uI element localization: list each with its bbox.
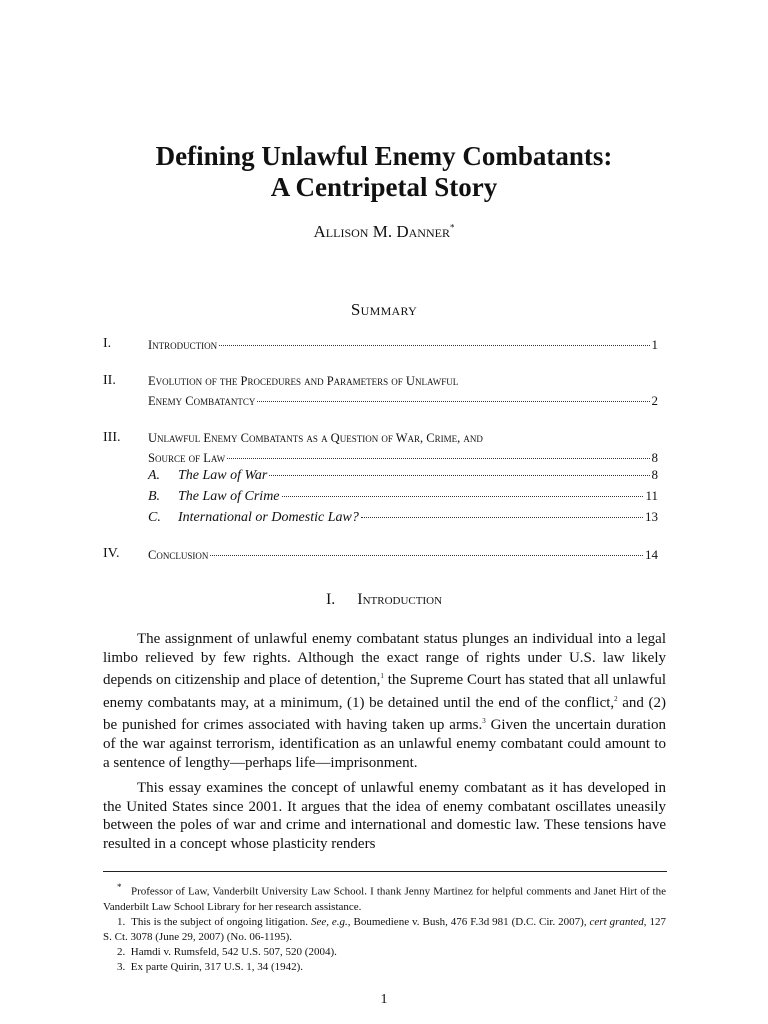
section-heading bbox=[0, 591, 768, 609]
footnote-number: 1. bbox=[117, 915, 126, 928]
footnote-text: , Boumediene v. Bush, 476 F.3d 981 (D.C. Cir. 2007), bbox=[347, 915, 590, 928]
toc-entry-evolution-line-1[interactable] bbox=[148, 374, 658, 389]
toc-label: Introduction bbox=[148, 338, 218, 352]
toc-num-4: IV. bbox=[103, 546, 120, 561]
footnote-divider bbox=[103, 871, 667, 872]
toc-label: Evolution of the Procedures and Parameters of Unlawful bbox=[148, 374, 459, 388]
toc-label: Source of Law bbox=[148, 451, 226, 465]
title-line-1: Defining Unlawful Enemy Combatants: bbox=[155, 141, 613, 171]
toc-page: 11 bbox=[645, 488, 658, 503]
toc-num-2: II. bbox=[103, 373, 116, 388]
footnote-ref-1[interactable]: 1 bbox=[380, 672, 384, 681]
footnote-text: Hamdi v. Rumsfeld, 542 U.S. 507, 520 (2004). bbox=[130, 945, 337, 958]
toc-sub-letter: B. bbox=[148, 489, 161, 504]
toc-entry-law-of-crime[interactable] bbox=[148, 488, 658, 505]
toc-sub-title: The Law of War bbox=[178, 468, 268, 483]
paragraph-text: The assignment of unlawful enemy combatant status plunges an individual into a legal limbo relieved by few rights. Although the exact range of rights under U.S. law likely depends on citizenship and place of detention, bbox=[103, 631, 666, 689]
toc-label bbox=[148, 489, 280, 505]
paragraph-2: This essay examines the concept of unlawful enemy combatant as it has developed in the United States since 2001. It argues that the idea of enemy combatant oscillates uneasily between the poles of war and crime and international and domestic law. These tensions have resulted in a concept whose plasticity renders bbox=[103, 780, 666, 852]
paragraph-text: Given the uncertain duration of the war against terrorism, identification as an unlawful enemy combatant could amount to a sentence of lengthy—perhaps life—imprisonment. bbox=[103, 717, 666, 771]
toc-entry-international-domestic[interactable] bbox=[148, 509, 658, 526]
footnote-text: , 127 S. Ct. 3078 (June 29, 2007) (No. 06-1195). bbox=[103, 915, 666, 943]
footnote-2 bbox=[103, 945, 666, 960]
footnote-cert: cert granted bbox=[589, 915, 644, 928]
toc-page: 2 bbox=[651, 393, 658, 408]
section-title: Introduction bbox=[357, 591, 443, 608]
footnote-3 bbox=[103, 960, 666, 975]
section-number: I. bbox=[325, 591, 336, 608]
toc-page: 8 bbox=[651, 450, 658, 465]
toc-leader bbox=[257, 400, 649, 402]
toc-num-3: III. bbox=[103, 430, 121, 445]
author-footnote-mark: * bbox=[449, 222, 455, 233]
toc-sub-title: International or Domestic Law? bbox=[178, 510, 359, 525]
paragraph-text: the Supreme Court has stated that all unlawful enemy combatants may, at a minimum, (1) be detained until the end of the conflict, bbox=[103, 672, 667, 711]
toc-sub-letter: C. bbox=[148, 510, 161, 525]
paragraph-1 bbox=[103, 630, 666, 772]
footnote-ref-2[interactable]: 2 bbox=[614, 694, 618, 703]
toc-label bbox=[148, 510, 359, 526]
toc-label: Enemy Combatantcy bbox=[148, 394, 256, 408]
toc-label: Unlawful Enemy Combatants as a Question of War, Crime, and bbox=[148, 431, 483, 445]
toc-sub-title: The Law of Crime bbox=[178, 489, 280, 504]
toc-entry-introduction[interactable] bbox=[148, 337, 658, 353]
toc-entry-conclusion[interactable] bbox=[148, 547, 658, 563]
toc-entry-evolution-line-2[interactable] bbox=[148, 393, 658, 409]
toc-entry-war-crime-line-2[interactable] bbox=[148, 450, 658, 466]
author-line bbox=[0, 222, 768, 242]
paragraph-text: and (2) be punished for crimes associated with having taken up arms. bbox=[103, 694, 666, 734]
toc-page: 14 bbox=[645, 547, 658, 562]
footnote-signal: See, e.g. bbox=[310, 915, 348, 928]
footnotes bbox=[103, 880, 666, 975]
summary-heading: Summary bbox=[350, 300, 418, 319]
footnote-text: Ex parte Quirin, 317 U.S. 1, 34 (1942). bbox=[130, 960, 304, 973]
body-text bbox=[103, 630, 666, 772]
toc-page: 13 bbox=[645, 509, 658, 524]
toc-page: 1 bbox=[651, 337, 658, 352]
toc-page: 8 bbox=[651, 467, 658, 482]
toc-leader bbox=[219, 344, 649, 346]
footnote-1 bbox=[103, 915, 666, 945]
footnote-number: 3. bbox=[117, 960, 126, 973]
toc-label: Conclusion bbox=[148, 548, 209, 562]
footnote-ref-3[interactable]: 3 bbox=[482, 717, 486, 726]
page-number: 1 bbox=[380, 992, 388, 1007]
toc-entry-law-of-war[interactable] bbox=[148, 467, 658, 484]
toc-leader bbox=[361, 516, 643, 518]
footnote-number: 2. bbox=[117, 945, 126, 958]
body-text-2 bbox=[103, 779, 666, 853]
title-line-2: A Centripetal Story bbox=[270, 172, 498, 202]
toc-leader bbox=[210, 554, 643, 556]
toc-leader bbox=[269, 474, 649, 476]
footnote-star bbox=[103, 880, 666, 915]
footnote-mark: * bbox=[117, 882, 122, 892]
footnote-text: Professor of Law, Vanderbilt University Law School. I thank Jenny Martinez for helpful comments and Janet Hirt of the Vanderbilt Law School Library for her research assistance. bbox=[103, 885, 666, 913]
toc-leader bbox=[282, 495, 644, 497]
footnote-text: This is the subject of ongoing litigation. bbox=[131, 915, 311, 928]
toc-label bbox=[148, 468, 267, 484]
author-name: Allison M. Danner bbox=[313, 222, 450, 241]
toc-num-1: I. bbox=[103, 336, 112, 351]
toc-entry-war-crime-line-1[interactable] bbox=[148, 431, 658, 446]
toc-leader bbox=[227, 457, 649, 459]
toc-sub-letter: A. bbox=[148, 468, 161, 483]
